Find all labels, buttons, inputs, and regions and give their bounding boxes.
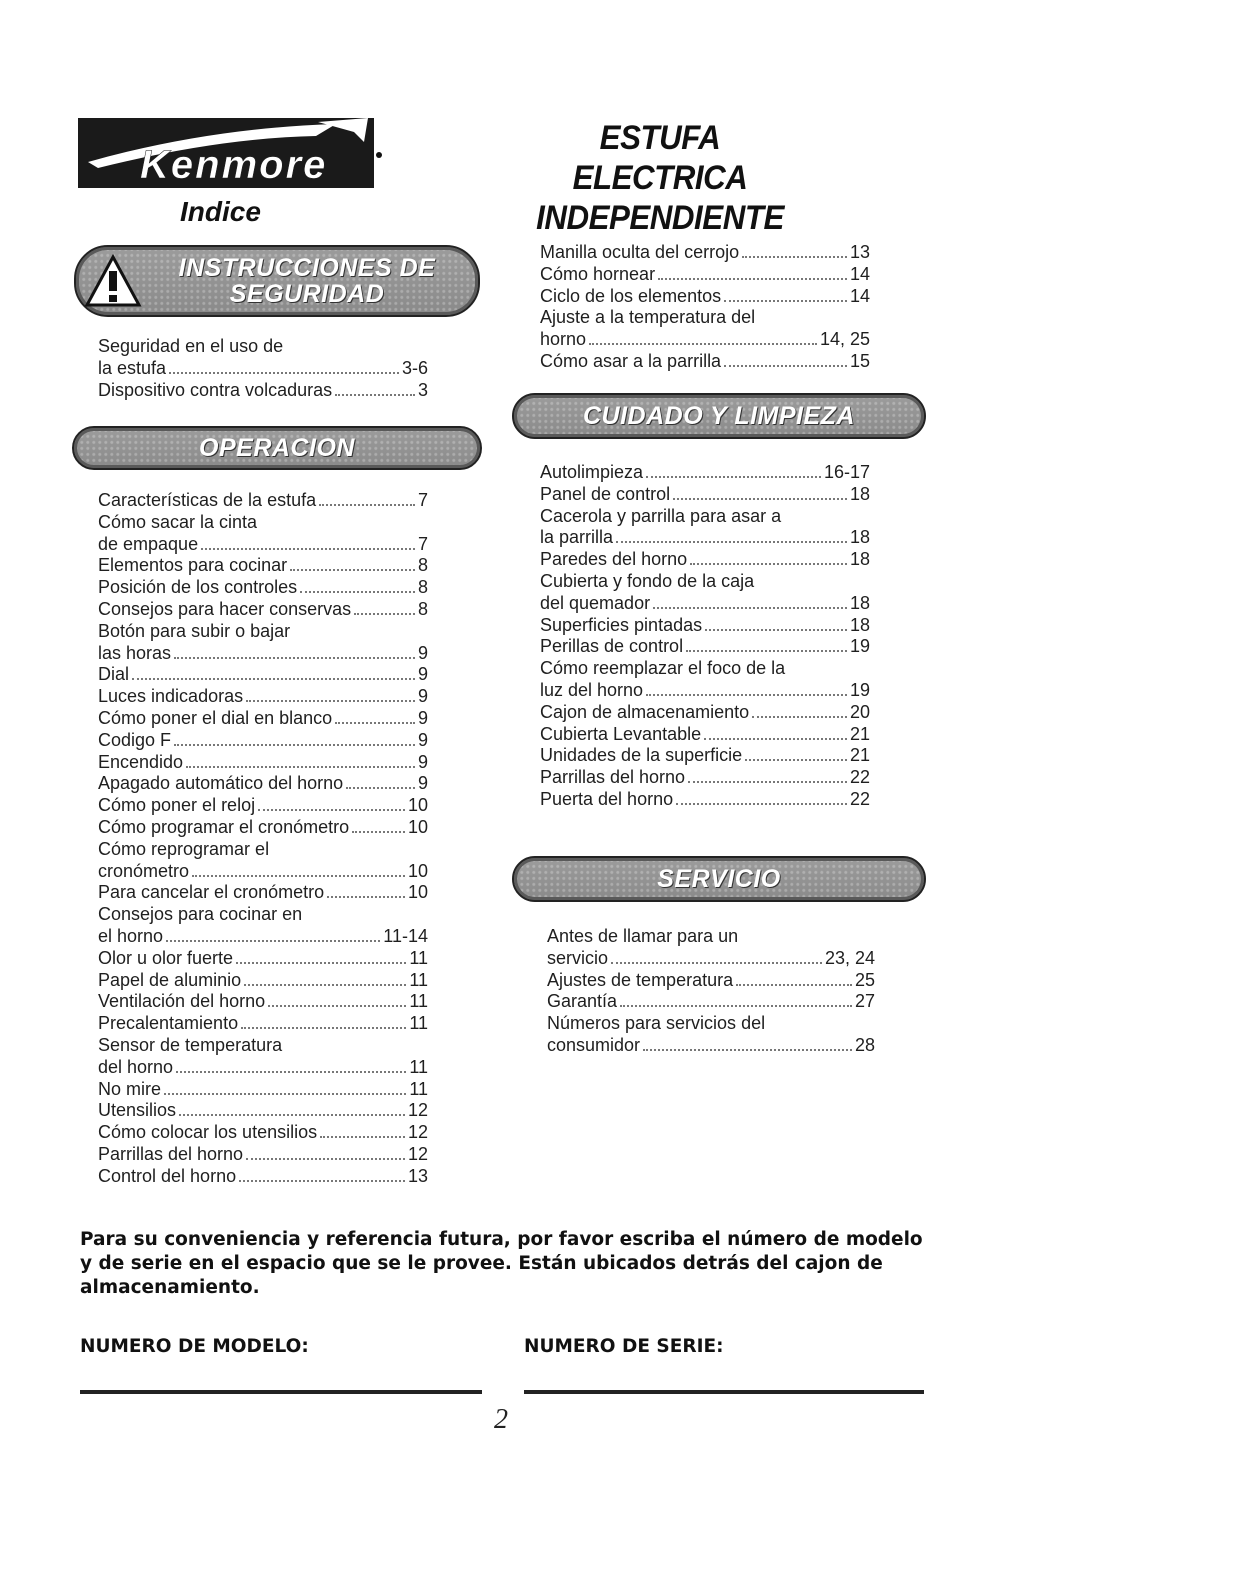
dot-leader bbox=[300, 591, 415, 593]
dot-leader bbox=[705, 629, 847, 631]
warning-triangle-icon bbox=[84, 253, 142, 309]
index-entry bbox=[98, 1057, 428, 1079]
index-entry bbox=[547, 948, 875, 970]
index-entry-label: Cómo reemplazar el foco de la bbox=[540, 658, 786, 679]
dot-leader bbox=[179, 1114, 405, 1116]
index-entry-label: Parrillas del horno bbox=[98, 1143, 244, 1164]
index-entry bbox=[540, 286, 870, 308]
index-entry bbox=[540, 658, 870, 680]
dot-leader bbox=[246, 700, 415, 702]
index-entry-page: 18 bbox=[849, 483, 870, 504]
index-entry-label: Ajustes de temperatura bbox=[547, 969, 734, 990]
index-entry bbox=[98, 336, 428, 358]
dot-leader bbox=[704, 738, 847, 740]
index-entry-page: 21 bbox=[849, 723, 870, 744]
index-entry-page: 16-17 bbox=[823, 462, 870, 482]
index-entry bbox=[98, 861, 428, 883]
index-entry bbox=[540, 745, 870, 767]
index-entry bbox=[540, 680, 870, 702]
index-entry bbox=[98, 555, 428, 577]
index-entry-label: Ajuste a la temperatura del bbox=[540, 307, 756, 328]
index-entry-page: 9 bbox=[417, 751, 428, 772]
index-entry-label: Puerta del horno bbox=[540, 788, 674, 809]
index-entry bbox=[540, 307, 870, 329]
kenmore-logo bbox=[78, 118, 374, 188]
dot-leader bbox=[192, 875, 405, 877]
index-entry-label: luz del horno bbox=[540, 679, 644, 700]
index-entry bbox=[98, 358, 428, 380]
index-entry-page: 21 bbox=[849, 745, 870, 766]
care-index-list bbox=[540, 462, 870, 811]
index-entry bbox=[547, 970, 875, 992]
banner-care bbox=[512, 393, 926, 439]
index-entry-page: 10 bbox=[407, 795, 428, 816]
index-entry bbox=[98, 882, 428, 904]
index-entry-page: 9 bbox=[417, 642, 428, 663]
index-entry-label: Paredes del horno bbox=[540, 549, 688, 570]
dot-leader bbox=[132, 678, 415, 680]
index-entry bbox=[98, 991, 428, 1013]
index-entry bbox=[540, 724, 870, 746]
index-entry-label: Superficies pintadas bbox=[540, 614, 703, 635]
index-entry-page: 9 bbox=[417, 686, 428, 707]
banner-operation bbox=[72, 426, 482, 470]
index-entry-label: Cubierta y fondo de la caja bbox=[540, 570, 755, 591]
index-entry-label: Perillas de control bbox=[540, 636, 684, 657]
dot-leader bbox=[239, 1180, 405, 1182]
index-entry-page: 10 bbox=[407, 860, 428, 881]
index-entry-label: servicio bbox=[547, 947, 609, 968]
index-entry-page: 10 bbox=[407, 816, 428, 837]
index-entry bbox=[98, 1144, 428, 1166]
index-entry-page: 9 bbox=[417, 729, 428, 750]
index-entry-page: 15 bbox=[849, 350, 870, 371]
index-entry-page: 14, 25 bbox=[819, 329, 870, 350]
index-entry bbox=[540, 571, 870, 593]
index-entry bbox=[540, 264, 870, 286]
index-entry-label: Unidades de la superficie bbox=[540, 745, 743, 766]
index-entry-label: la estufa bbox=[98, 357, 167, 378]
index-entry-label: Cómo poner el reloj bbox=[98, 795, 256, 816]
index-entry bbox=[547, 1035, 875, 1057]
dot-leader bbox=[690, 563, 847, 565]
index-entry-label: Botón para subir o bajar bbox=[98, 620, 291, 641]
index-entry-label: Elementos para cocinar bbox=[98, 555, 288, 576]
index-entry bbox=[98, 534, 428, 556]
dot-leader bbox=[646, 694, 847, 696]
index-entry bbox=[98, 839, 428, 861]
banner-service bbox=[512, 856, 926, 902]
dot-leader bbox=[589, 343, 817, 345]
dot-leader bbox=[244, 984, 406, 986]
dot-leader bbox=[676, 803, 847, 805]
index-entry bbox=[540, 242, 870, 264]
dot-leader bbox=[166, 940, 380, 942]
index-entry bbox=[98, 490, 428, 512]
index-entry-label: Ventilación del horno bbox=[98, 991, 266, 1012]
index-entry-label: Cómo sacar la cinta bbox=[98, 511, 258, 532]
index-entry bbox=[98, 643, 428, 665]
index-entry-label: Cómo reprogramar el bbox=[98, 838, 270, 859]
dot-leader bbox=[174, 744, 415, 746]
index-entry bbox=[547, 1013, 875, 1035]
index-entry-page: 23, 24 bbox=[824, 947, 875, 968]
index-entry-page: 11 bbox=[409, 969, 428, 990]
dot-leader bbox=[686, 650, 847, 652]
index-entry-page: 11-14 bbox=[383, 925, 428, 946]
serial-number-line bbox=[524, 1390, 924, 1394]
index-entry-page: 7 bbox=[417, 490, 428, 510]
index-entry-page: 10 bbox=[407, 882, 428, 903]
index-entry-page: 27 bbox=[854, 991, 875, 1012]
index-entry bbox=[540, 329, 870, 351]
dot-leader bbox=[346, 787, 415, 789]
index-entry-page: 14 bbox=[849, 285, 870, 306]
index-entry-label: Posición de los controles bbox=[98, 577, 298, 598]
dot-leader bbox=[752, 716, 847, 718]
banner-operation-label: OPERACION bbox=[199, 434, 355, 462]
index-entry-label: del horno bbox=[98, 1056, 174, 1077]
index-entry bbox=[98, 773, 428, 795]
index-entry-label: Seguridad en el uso de bbox=[98, 336, 284, 356]
dot-leader bbox=[658, 278, 847, 280]
index-entry bbox=[98, 904, 428, 926]
index-entry bbox=[98, 380, 428, 402]
index-entry bbox=[547, 991, 875, 1013]
index-entry bbox=[98, 1100, 428, 1122]
index-entry bbox=[540, 789, 870, 811]
dot-leader bbox=[290, 569, 415, 571]
dot-leader bbox=[236, 962, 406, 964]
model-number-line bbox=[80, 1390, 482, 1394]
index-entry bbox=[98, 1035, 428, 1057]
dot-leader bbox=[241, 1027, 406, 1029]
index-entry-page: 12 bbox=[407, 1100, 428, 1121]
index-entry bbox=[98, 970, 428, 992]
index-entry-label: Manilla oculta del cerrojo bbox=[540, 242, 740, 262]
index-entry-label: consumidor bbox=[547, 1034, 641, 1055]
index-entry-page: 19 bbox=[849, 679, 870, 700]
dot-leader bbox=[616, 541, 847, 543]
index-entry-page: 9 bbox=[417, 773, 428, 794]
index-entry-label: Cómo poner el dial en blanco bbox=[98, 707, 333, 728]
index-entry bbox=[540, 593, 870, 615]
index-entry-page: 9 bbox=[417, 707, 428, 728]
index-entry-page: 25 bbox=[854, 969, 875, 990]
index-entry bbox=[540, 702, 870, 724]
index-entry-label: las horas bbox=[98, 642, 172, 663]
index-entry-label: Olor u olor fuerte bbox=[98, 947, 234, 968]
index-entry-page: 12 bbox=[407, 1143, 428, 1164]
dot-leader bbox=[186, 766, 415, 768]
dot-leader bbox=[201, 548, 415, 550]
index-entry-page: 8 bbox=[417, 598, 428, 619]
index-entry-page: 14 bbox=[849, 263, 870, 284]
dot-leader bbox=[745, 759, 847, 761]
index-entry-label: Sensor de temperatura bbox=[98, 1034, 283, 1055]
dot-leader bbox=[688, 781, 847, 783]
index-entry-page: 13 bbox=[407, 1165, 428, 1186]
dot-leader bbox=[352, 831, 405, 833]
index-entry bbox=[98, 752, 428, 774]
index-entry bbox=[98, 708, 428, 730]
index-entry-page: 28 bbox=[854, 1034, 875, 1055]
index-entry bbox=[98, 621, 428, 643]
dot-leader bbox=[164, 1093, 406, 1095]
index-entry-label: Números para servicios del bbox=[547, 1013, 766, 1034]
dot-leader bbox=[611, 962, 822, 964]
index-entry-label: Papel de aluminio bbox=[98, 969, 242, 990]
index-entry-page: 12 bbox=[407, 1122, 428, 1143]
index-entry-label: Precalentamiento bbox=[98, 1013, 239, 1034]
index-entry bbox=[540, 767, 870, 789]
index-entry-label: Codigo F bbox=[98, 729, 172, 750]
index-entry-page: 18 bbox=[849, 614, 870, 635]
service-index-list bbox=[547, 926, 875, 1057]
banner-safety bbox=[74, 245, 480, 317]
index-entry-page: 19 bbox=[849, 636, 870, 657]
dot-leader bbox=[354, 613, 415, 615]
title-line-1: ESTUFA bbox=[599, 119, 721, 157]
dot-leader bbox=[258, 809, 405, 811]
index-entry-label: Dial bbox=[98, 664, 130, 685]
serial-number-label: NUMERO DE SERIE: bbox=[524, 1336, 724, 1357]
index-entry-page: 3 bbox=[417, 379, 428, 400]
model-number-label: NUMERO DE MODELO: bbox=[80, 1336, 309, 1357]
index-entry-label: Cómo colocar los utensilios bbox=[98, 1122, 318, 1143]
index-entry-page: 11 bbox=[409, 1013, 428, 1034]
dot-leader bbox=[736, 984, 852, 986]
banner-care-label: CUIDADO Y LIMPIEZA bbox=[583, 402, 855, 430]
dot-leader bbox=[742, 256, 847, 258]
index-entry-page: 9 bbox=[417, 664, 428, 685]
index-entry-label: Garantía bbox=[547, 991, 618, 1012]
index-entry-page: 13 bbox=[849, 242, 870, 262]
dot-leader bbox=[268, 1005, 406, 1007]
operation-index-list bbox=[98, 490, 428, 1188]
index-entry-page: 22 bbox=[849, 767, 870, 788]
dot-leader bbox=[176, 1071, 406, 1073]
index-entry-page: 8 bbox=[417, 577, 428, 598]
index-entry-label: del quemador bbox=[540, 592, 651, 613]
safety-index-list bbox=[98, 336, 428, 401]
index-entry bbox=[540, 484, 870, 506]
index-entry bbox=[540, 636, 870, 658]
index-entry-label: Encendido bbox=[98, 751, 184, 772]
index-entry bbox=[98, 1166, 428, 1188]
dot-leader bbox=[643, 1049, 852, 1051]
index-entry bbox=[98, 686, 428, 708]
index-entry-page: 8 bbox=[417, 555, 428, 576]
index-entry-page: 11 bbox=[409, 991, 428, 1012]
index-entry bbox=[540, 462, 870, 484]
index-entry-label: Cómo hornear bbox=[540, 263, 656, 284]
index-entry bbox=[98, 795, 428, 817]
dot-leader bbox=[320, 1136, 405, 1138]
index-entry-page: 11 bbox=[409, 947, 428, 968]
index-entry-label: Control del horno bbox=[98, 1165, 237, 1186]
dot-leader bbox=[335, 722, 415, 724]
dot-leader bbox=[620, 1005, 852, 1007]
index-entry-label: Autolimpieza bbox=[540, 462, 644, 482]
index-entry bbox=[540, 527, 870, 549]
index-entry-label: No mire bbox=[98, 1078, 162, 1099]
index-entry bbox=[98, 664, 428, 686]
index-entry-label: Consejos para hacer conservas bbox=[98, 598, 352, 619]
index-entry-label: Antes de llamar para un bbox=[547, 926, 739, 946]
index-entry bbox=[547, 926, 875, 948]
index-entry bbox=[540, 549, 870, 571]
dot-leader bbox=[319, 504, 415, 506]
index-entry bbox=[98, 577, 428, 599]
index-entry-label: cronómetro bbox=[98, 860, 190, 881]
dot-leader bbox=[169, 372, 399, 374]
index-entry bbox=[98, 599, 428, 621]
index-entry-label: Consejos para cocinar en bbox=[98, 904, 303, 925]
dot-leader bbox=[724, 300, 847, 302]
index-entry bbox=[98, 817, 428, 839]
index-entry-label: Ciclo de los elementos bbox=[540, 285, 722, 306]
index-entry bbox=[98, 948, 428, 970]
document-title bbox=[458, 118, 863, 238]
dot-leader bbox=[646, 476, 821, 478]
index-entry-label: Cómo programar el cronómetro bbox=[98, 816, 350, 837]
index-entry-label: Cómo asar a la parrilla bbox=[540, 350, 722, 371]
index-entry bbox=[98, 926, 428, 948]
dot-leader bbox=[335, 394, 415, 396]
index-entry-label: Cacerola y parrilla para asar a bbox=[540, 505, 782, 526]
index-entry bbox=[540, 615, 870, 637]
dot-leader bbox=[653, 607, 847, 609]
index-entry-page: 3-6 bbox=[401, 357, 428, 378]
index-entry bbox=[540, 506, 870, 528]
index-entry-label: de empaque bbox=[98, 533, 199, 554]
operation-continued-index-list bbox=[540, 242, 870, 373]
registration-note: Para su conveniencia y referencia futura, por favor escriba el número de modelo y de serie en el espacio que se le provee. Están ubicados detrás del cajon de almacenamiento. bbox=[80, 1229, 923, 1298]
index-entry-label: Para cancelar el cronómetro bbox=[98, 882, 325, 903]
dot-leader bbox=[673, 498, 847, 500]
index-entry-page: 11 bbox=[409, 1056, 428, 1077]
index-entry bbox=[98, 730, 428, 752]
title-line-2: ELECTRICA INDEPENDIENTE bbox=[536, 159, 784, 237]
index-entry bbox=[98, 1122, 428, 1144]
index-entry-label: Dispositivo contra volcaduras bbox=[98, 379, 333, 400]
index-entry-label: Características de la estufa bbox=[98, 490, 317, 510]
index-entry bbox=[98, 1013, 428, 1035]
dot-leader bbox=[174, 657, 415, 659]
index-entry-label: horno bbox=[540, 329, 587, 350]
index-entry-page: 18 bbox=[849, 549, 870, 570]
index-entry-page: 11 bbox=[409, 1078, 428, 1099]
index-entry-label: Cajon de almacenamiento bbox=[540, 701, 750, 722]
index-entry-label: Utensilios bbox=[98, 1100, 177, 1121]
page-number: 2 bbox=[494, 1404, 508, 1435]
index-entry bbox=[98, 512, 428, 534]
banner-service-label: SERVICIO bbox=[657, 865, 781, 893]
index-entry-label: Cubierta Levantable bbox=[540, 723, 702, 744]
index-entry-label: Parrillas del horno bbox=[540, 767, 686, 788]
index-heading: Indice bbox=[180, 196, 261, 227]
index-entry-page: 22 bbox=[849, 788, 870, 809]
logo-dot bbox=[376, 152, 382, 158]
index-entry-label: Panel de control bbox=[540, 483, 671, 504]
index-entry-page: 7 bbox=[417, 533, 428, 554]
banner-safety-line-1: INSTRUCCIONES DE bbox=[178, 254, 436, 282]
banner-safety-line-2: SEGURIDAD bbox=[229, 280, 385, 308]
index-entry-label: el horno bbox=[98, 925, 164, 946]
index-entry-page: 18 bbox=[849, 527, 870, 548]
index-entry-page: 18 bbox=[849, 592, 870, 613]
index-entry-page: 20 bbox=[849, 701, 870, 722]
index-entry bbox=[98, 1079, 428, 1101]
index-entry-label: la parrilla bbox=[540, 527, 614, 548]
dot-leader bbox=[327, 896, 405, 898]
dot-leader bbox=[246, 1158, 405, 1160]
dot-leader bbox=[724, 365, 847, 367]
index-entry-label: Apagado automático del horno bbox=[98, 773, 344, 794]
index-entry bbox=[540, 351, 870, 373]
index-entry-label: Luces indicadoras bbox=[98, 686, 244, 707]
svg-text:Kenmore: Kenmore bbox=[140, 143, 328, 187]
